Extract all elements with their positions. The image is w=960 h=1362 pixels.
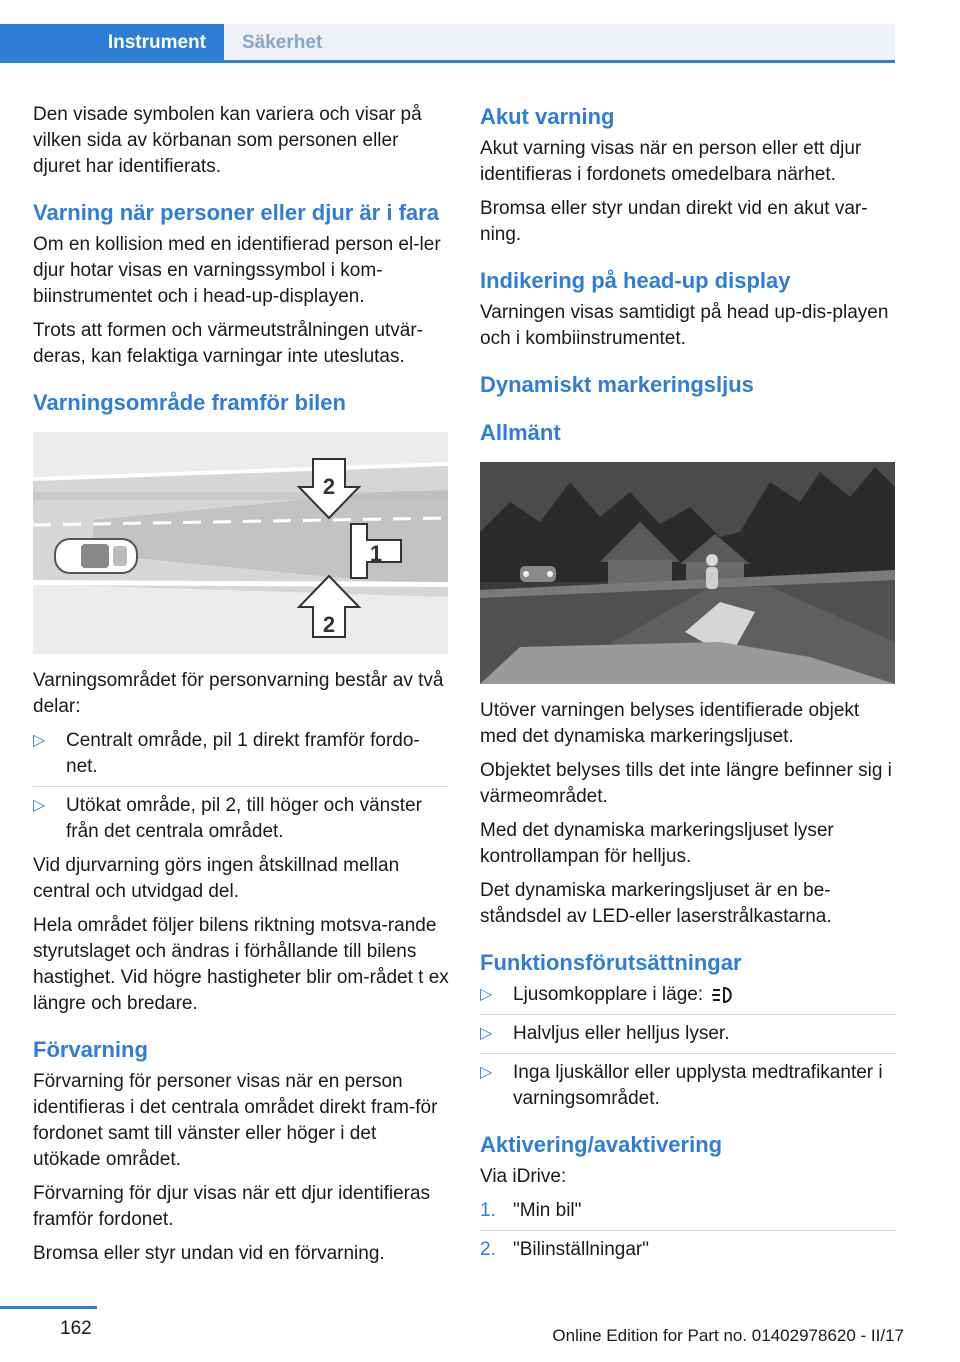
heading-hud: Indikering på head-up display: [480, 268, 791, 293]
paragraph: Den visade symbolen kan variera och visar på vilken sida av körbanan som personen eller djuret har identifierats.: [33, 104, 422, 177]
heading-acute-warning: Akut varning: [480, 104, 615, 129]
heading-warning-area: Varningsområde framför bilen: [33, 390, 346, 415]
list-item: 1. "Min bil": [480, 1198, 896, 1231]
paragraph: Varningsområdet för personvarning består av två delar:: [33, 670, 444, 717]
heading-pre-warning: Förvarning: [33, 1037, 148, 1062]
page-number: 162: [60, 1318, 92, 1339]
area-parts-list: [33, 728, 449, 845]
heading-activation: Aktivering/avaktivering: [480, 1132, 723, 1157]
paragraph: Det dynamiska markeringsljuset är en be-ståndsdel av LED-eller laserstrålkastarna.: [480, 880, 832, 927]
footer-rule: [0, 1306, 97, 1309]
paragraph: Förvarning för djur visas när ett djur identifieras framför fordonet.: [33, 1183, 431, 1230]
header-tabs: [0, 0, 960, 62]
list-item: ▷ Centralt område, pil 1 direkt framför fordo-net.: [33, 728, 449, 787]
arrow-label: 2: [322, 474, 336, 499]
list-item: 2. "Bilinställningar": [480, 1239, 649, 1260]
oncoming-car-icon: [520, 566, 556, 582]
paragraph: Bromsa eller styr undan direkt vid en akut var-ning.: [480, 198, 868, 245]
triangle-bullet-icon: ▷: [480, 986, 493, 1003]
left-column: [33, 102, 449, 1275]
paragraph: Utöver varningen belyses identifierade objekt med det dynamiska markeringsljuset.: [480, 700, 860, 747]
right-column: [480, 102, 896, 1269]
arrow-label: 2: [322, 612, 336, 637]
heading-function-requirements: Funktionsförutsättningar: [480, 950, 742, 975]
triangle-bullet-icon: ▷: [33, 797, 46, 814]
idrive-steps: [480, 1198, 896, 1263]
paragraph: Vid djurvarning görs ingen åtskillnad mellan central och utvidgad del.: [33, 855, 400, 902]
warning-area-diagram: [33, 432, 448, 654]
paragraph: Via iDrive:: [480, 1166, 567, 1187]
night-road-illustration: [480, 462, 895, 684]
paragraph: Varningen visas samtidigt på head up-dis-playen och i kombiinstrumentet.: [480, 302, 889, 349]
paragraph: Objektet belyses tills det inte längre befinner sig i värmeområdet.: [480, 760, 892, 807]
paragraph: Om en kollision med en identifierad person el-ler djur hotar visas en varningssymbol i kom-biinstrumentet och i head-up-displayen.: [33, 234, 441, 307]
pedestrian-icon: [706, 554, 718, 589]
tab-instrument[interactable]: Instrument: [0, 24, 224, 62]
requirements-list: [480, 982, 896, 1112]
heading-dynamic-light: Dynamiskt markeringsljus: [480, 372, 754, 397]
arrow-label: 1: [369, 541, 383, 566]
list-item: ▷ Inga ljuskällor eller upplysta medtrafikanter i varningsområdet.: [480, 1062, 883, 1109]
heading-general: Allmänt: [480, 420, 561, 445]
paragraph: Hela området följer bilens riktning motsva-rande styrutslaget och ändras i förhållande till bilens hastighet. Vid högre hastigheter blir om-rådet t ex längre och bredare.: [33, 915, 449, 1014]
triangle-bullet-icon: ▷: [33, 732, 46, 749]
paragraph: Trots att formen och värmeutstrålningen utvär-deras, kan felaktiga varningar inte uteslutas.: [33, 320, 424, 367]
paragraph: Akut varning visas när en person eller ett djur identifieras i fordonets omedelbara närhet.: [480, 138, 862, 185]
triangle-bullet-icon: ▷: [480, 1064, 493, 1081]
car-icon: [55, 539, 137, 573]
header-rule: [0, 60, 895, 63]
list-item: ▷ Ljusomkopplare i läge:: [480, 982, 896, 1015]
paragraph: Bromsa eller styr undan vid en förvarning.: [33, 1243, 385, 1264]
list-item: ▷ Halvljus eller helljus lyser.: [480, 1021, 896, 1054]
paragraph: Förvarning för personer visas när en person identifieras i det centrala området direkt fram-för fordonet samt till vänster eller höger i det utökade området.: [33, 1071, 438, 1170]
heading-danger-warning: Varning när personer eller djur är i fara: [33, 200, 439, 225]
edition-note: Online Edition for Part no. 01402978620 - II/17: [552, 1326, 904, 1345]
triangle-bullet-icon: ▷: [480, 1025, 493, 1042]
tab-sakerhet[interactable]: Säkerhet: [224, 24, 895, 62]
paragraph: Med det dynamiska markeringsljuset lyser kontrollampan för helljus.: [480, 820, 834, 867]
high-beam-icon: [709, 985, 739, 1005]
list-item: ▷ Utökat område, pil 2, till höger och vänster från det centrala området.: [33, 795, 422, 842]
